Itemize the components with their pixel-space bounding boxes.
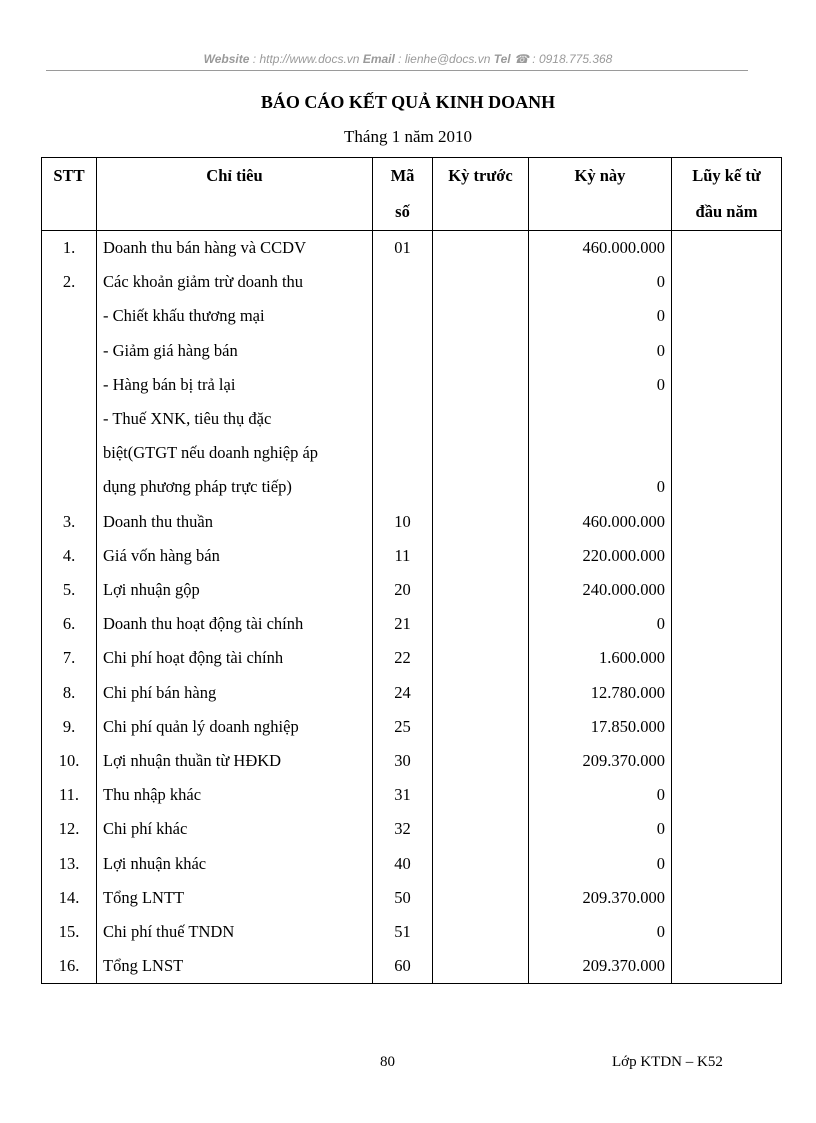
- row-code: 21: [373, 607, 433, 641]
- table-row: [42, 231, 782, 266]
- row-code: 25: [373, 710, 433, 744]
- row-name: Thu nhập khác: [97, 778, 373, 812]
- row-name: Doanh thu thuần: [97, 505, 373, 539]
- row-stt: 8.: [42, 676, 97, 710]
- row-current: 240.000.000: [529, 573, 672, 607]
- table-row: [42, 778, 782, 812]
- row-prev: [433, 881, 529, 915]
- row-stt: 2.: [42, 265, 97, 299]
- row-name: Lợi nhuận thuần từ HĐKD: [97, 744, 373, 778]
- table-row: [42, 573, 782, 607]
- row-ytd: [672, 915, 782, 949]
- row-stt: [42, 368, 97, 402]
- row-prev: [433, 607, 529, 641]
- table-row: [42, 505, 782, 539]
- header-ma-so-line2: số: [395, 202, 410, 221]
- row-prev: [433, 812, 529, 846]
- row-current: 12.780.000: [529, 676, 672, 710]
- row-ytd: [672, 778, 782, 812]
- report-subtitle: Tháng 1 năm 2010: [344, 127, 472, 146]
- row-stt: 9.: [42, 710, 97, 744]
- header-luy-ke-line2: đầu năm: [695, 202, 758, 221]
- row-code: [373, 334, 433, 368]
- row-name: Lợi nhuận khác: [97, 847, 373, 881]
- row-name: biệt(GTGT nếu doanh nghiệp áp: [97, 436, 373, 470]
- table-row: [42, 607, 782, 641]
- row-prev: [433, 539, 529, 573]
- header-ky-nay: Kỳ này: [529, 158, 672, 231]
- row-code: 22: [373, 641, 433, 675]
- row-stt: 15.: [42, 915, 97, 949]
- row-prev: [433, 470, 529, 504]
- row-stt: 5.: [42, 573, 97, 607]
- row-prev: [433, 676, 529, 710]
- row-code: 32: [373, 812, 433, 846]
- row-prev: [433, 949, 529, 984]
- row-stt: [42, 436, 97, 470]
- row-stt: [42, 299, 97, 333]
- row-ytd: [672, 744, 782, 778]
- tel-value: ☎ : 0918.775.368: [510, 52, 613, 66]
- row-stt: 14.: [42, 881, 97, 915]
- row-code: 60: [373, 949, 433, 984]
- row-name: Chi phí khác: [97, 812, 373, 846]
- row-name: Chi phí bán hàng: [97, 676, 373, 710]
- row-ytd: [672, 334, 782, 368]
- table-row: [42, 847, 782, 881]
- row-current: 0: [529, 334, 672, 368]
- email-label: Email: [362, 52, 395, 66]
- header-stt: STT: [42, 158, 97, 231]
- row-name: Doanh thu hoạt động tài chính: [97, 607, 373, 641]
- header-ma-so: [373, 158, 433, 231]
- row-ytd: [672, 641, 782, 675]
- row-current: [529, 402, 672, 436]
- table-row: [42, 676, 782, 710]
- row-current: 0: [529, 470, 672, 504]
- row-prev: [433, 744, 529, 778]
- header-ky-truoc: Kỳ trước: [433, 158, 529, 231]
- row-ytd: [672, 539, 782, 573]
- table-row: [42, 539, 782, 573]
- row-ytd: [672, 676, 782, 710]
- row-prev: [433, 915, 529, 949]
- row-ytd: [672, 402, 782, 436]
- row-name: dụng phương pháp trực tiếp): [97, 470, 373, 504]
- row-code: 24: [373, 676, 433, 710]
- row-current: 0: [529, 778, 672, 812]
- row-stt: [42, 334, 97, 368]
- row-current: 0: [529, 299, 672, 333]
- row-ytd: [672, 265, 782, 299]
- row-name: - Chiết khấu thương mại: [97, 299, 373, 333]
- website-value: : http://www.docs.vn: [249, 52, 363, 66]
- row-name: - Giảm giá hàng bán: [97, 334, 373, 368]
- row-code: [373, 265, 433, 299]
- table-row: [42, 710, 782, 744]
- row-code: 10: [373, 505, 433, 539]
- row-prev: [433, 436, 529, 470]
- row-stt: 3.: [42, 505, 97, 539]
- row-current: 0: [529, 607, 672, 641]
- row-current: 220.000.000: [529, 539, 672, 573]
- row-code: [373, 436, 433, 470]
- row-code: 40: [373, 847, 433, 881]
- row-prev: [433, 368, 529, 402]
- row-stt: 6.: [42, 607, 97, 641]
- row-name: Tổng LNST: [97, 949, 373, 984]
- row-name: Chi phí quản lý doanh nghiệp: [97, 710, 373, 744]
- table-row: [42, 368, 782, 402]
- table-row: [42, 470, 782, 504]
- row-code: 01: [373, 231, 433, 266]
- table-row: [42, 334, 782, 368]
- row-current: 0: [529, 915, 672, 949]
- table-row: [42, 402, 782, 436]
- row-stt: [42, 402, 97, 436]
- email-value: : lienhe@docs.vn: [394, 52, 494, 66]
- row-current: 209.370.000: [529, 949, 672, 984]
- row-ytd: [672, 573, 782, 607]
- row-ytd: [672, 812, 782, 846]
- row-stt: 16.: [42, 949, 97, 984]
- table-row: [42, 949, 782, 984]
- row-code: 51: [373, 915, 433, 949]
- header-luy-ke-line1: Lũy kế từ: [692, 166, 761, 185]
- page-header: [0, 52, 816, 66]
- row-current: 0: [529, 847, 672, 881]
- tel-label: Tel: [493, 52, 511, 66]
- row-code: 11: [373, 539, 433, 573]
- header-ma-so-line1: Mã: [390, 166, 415, 185]
- table-row: [42, 812, 782, 846]
- row-ytd: [672, 436, 782, 470]
- row-current: 17.850.000: [529, 710, 672, 744]
- row-current: 209.370.000: [529, 744, 672, 778]
- row-ytd: [672, 847, 782, 881]
- table-row: [42, 436, 782, 470]
- row-prev: [433, 299, 529, 333]
- class-label: Lớp KTDN – K52: [612, 1054, 723, 1070]
- row-current: 460.000.000: [529, 231, 672, 266]
- table-row: [42, 881, 782, 915]
- row-stt: 7.: [42, 641, 97, 675]
- table-header-row: [42, 158, 782, 231]
- table-row: [42, 744, 782, 778]
- row-stt: 12.: [42, 812, 97, 846]
- row-prev: [433, 847, 529, 881]
- row-name: - Thuế XNK, tiêu thụ đặc: [97, 402, 373, 436]
- row-code: [373, 470, 433, 504]
- row-ytd: [672, 299, 782, 333]
- row-prev: [433, 334, 529, 368]
- table-row: [42, 299, 782, 333]
- row-stt: 10.: [42, 744, 97, 778]
- row-prev: [433, 710, 529, 744]
- report-title: BÁO CÁO KẾT QUẢ KINH DOANH: [260, 92, 556, 112]
- row-stt: [42, 470, 97, 504]
- row-code: 30: [373, 744, 433, 778]
- row-name: Doanh thu bán hàng và CCDV: [97, 231, 373, 266]
- row-stt: 11.: [42, 778, 97, 812]
- row-ytd: [672, 881, 782, 915]
- header-chi-tieu: Chỉ tiêu: [97, 158, 373, 231]
- table-row: [42, 641, 782, 675]
- row-code: 20: [373, 573, 433, 607]
- row-prev: [433, 402, 529, 436]
- row-ytd: [672, 710, 782, 744]
- row-current: 460.000.000: [529, 505, 672, 539]
- row-name: Giá vốn hàng bán: [97, 539, 373, 573]
- report-table-body: [42, 231, 782, 984]
- table-row: [42, 915, 782, 949]
- row-current: 209.370.000: [529, 881, 672, 915]
- website-label: Website: [203, 52, 250, 66]
- row-name: Chi phí thuế TNDN: [97, 915, 373, 949]
- row-current: 1.600.000: [529, 641, 672, 675]
- row-ytd: [672, 470, 782, 504]
- row-code: 31: [373, 778, 433, 812]
- row-current: 0: [529, 265, 672, 299]
- page-number: 80: [380, 1054, 395, 1070]
- row-ytd: [672, 368, 782, 402]
- row-prev: [433, 641, 529, 675]
- row-code: [373, 402, 433, 436]
- row-stt: 1.: [42, 231, 97, 266]
- row-name: Chi phí hoạt động tài chính: [97, 641, 373, 675]
- row-code: [373, 368, 433, 402]
- report-table: [41, 157, 782, 984]
- row-ytd: [672, 607, 782, 641]
- row-name: Tổng LNTT: [97, 881, 373, 915]
- row-name: - Hàng bán bị trả lại: [97, 368, 373, 402]
- row-code: 50: [373, 881, 433, 915]
- row-current: 0: [529, 812, 672, 846]
- row-code: [373, 299, 433, 333]
- row-ytd: [672, 949, 782, 984]
- row-current: 0: [529, 368, 672, 402]
- row-prev: [433, 778, 529, 812]
- row-prev: [433, 505, 529, 539]
- row-name: Lợi nhuận gộp: [97, 573, 373, 607]
- row-prev: [433, 573, 529, 607]
- row-ytd: [672, 231, 782, 266]
- row-stt: 4.: [42, 539, 97, 573]
- row-stt: 13.: [42, 847, 97, 881]
- row-prev: [433, 231, 529, 266]
- row-name: Các khoản giảm trừ doanh thu: [97, 265, 373, 299]
- table-row: [42, 265, 782, 299]
- row-ytd: [672, 505, 782, 539]
- header-divider: [46, 70, 748, 71]
- row-prev: [433, 265, 529, 299]
- header-luy-ke: [672, 158, 782, 231]
- row-current: [529, 436, 672, 470]
